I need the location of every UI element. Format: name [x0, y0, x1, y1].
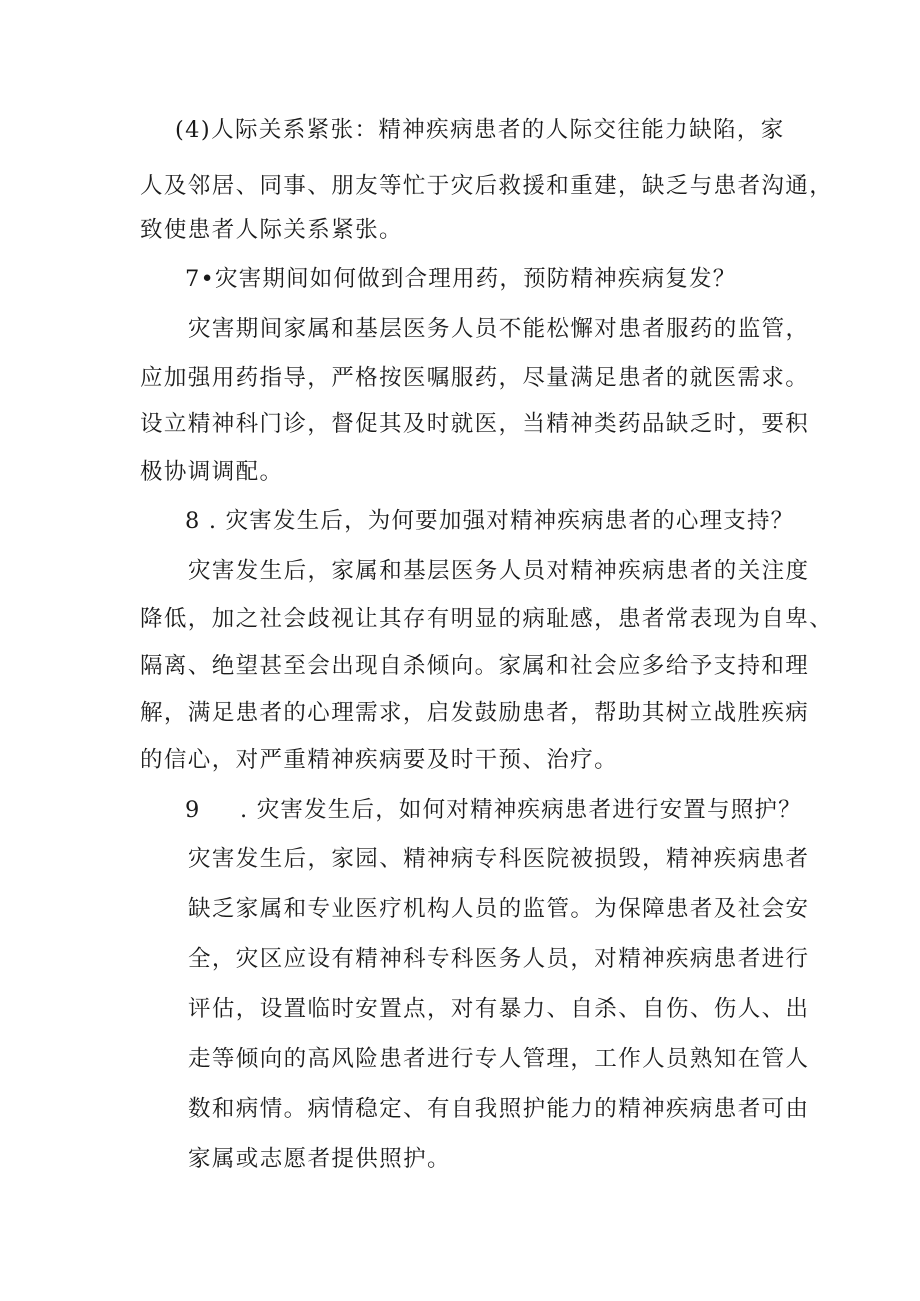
answer-7-line-4: 极协调调配。 — [140, 459, 284, 485]
answer-9-line-1: 灾害发生后，家园、精神病专科医院被损毁，精神疾病患者 — [188, 846, 810, 872]
answer-8-line-1: 灾害发生后，家属和基层医务人员对精神疾病患者的关注度 — [188, 558, 810, 584]
question-9-number: 9 — [185, 797, 201, 823]
question-9-heading: . 灾害发生后，如何对精神疾病患者进行安置与照护？ — [240, 797, 802, 823]
answer-8-line-2: 降低，加之社会歧视让其存有明显的病耻感，患者常表现为自卑、 — [140, 606, 834, 632]
question-8-heading: 8 . 灾害发生后，为何要加强对精神疾病患者的心理支持？ — [185, 508, 795, 534]
answer-9-line-5: 走等倾向的高风险患者进行专人管理，工作人员熟知在管人 — [188, 1046, 810, 1072]
paragraph-4-line-3: 致使患者人际关系紧张。 — [140, 217, 403, 243]
paragraph-4-line-2: 人及邻居、同事、朋友等忙于灾后救援和重建，缺乏与患者沟通， — [140, 173, 834, 199]
answer-8-line-4: 解，满足患者的心理需求，启发鼓励患者，帮助其树立战胜疾病 — [140, 700, 810, 726]
answer-9-line-2: 缺乏家属和专业医疗机构人员的监管。为保障患者及社会安 — [188, 896, 810, 922]
answer-7-line-2: 应加强用药指导，严格按医嘱服药，尽量满足患者的就医需求。 — [140, 365, 810, 391]
answer-9-line-4: 评估，设置临时安置点，对有暴力、自杀、自伤、伤人、出 — [188, 996, 810, 1022]
answer-9-line-3: 全，灾区应设有精神科专科医务人员，对精神疾病患者进行 — [188, 946, 810, 972]
answer-7-line-1: 灾害期间家属和基层医务人员不能松懈对患者服药的监管， — [188, 316, 810, 342]
answer-9-line-6: 数和病情。病情稳定、有自我照护能力的精神疾病患者可由 — [188, 1096, 810, 1122]
answer-7-line-3: 设立精神科门诊，督促其及时就医，当精神类药品缺乏时，要积 — [140, 411, 810, 437]
answer-8-line-5: 的信心，对严重精神疾病要及时干预、治疗。 — [140, 747, 619, 773]
question-7-heading: 7•灾害期间如何做到合理用药，预防精神疾病复发？ — [185, 266, 737, 292]
answer-8-line-3: 隔离、绝望甚至会出现自杀倾向。家属和社会应多给予支持和理 — [140, 653, 810, 679]
answer-9-line-7: 家属或志愿者提供照护。 — [188, 1146, 451, 1172]
paragraph-4-line-1: (4)人际关系紧张：精神疾病患者的人际交往能力缺陷，家 — [175, 117, 785, 143]
